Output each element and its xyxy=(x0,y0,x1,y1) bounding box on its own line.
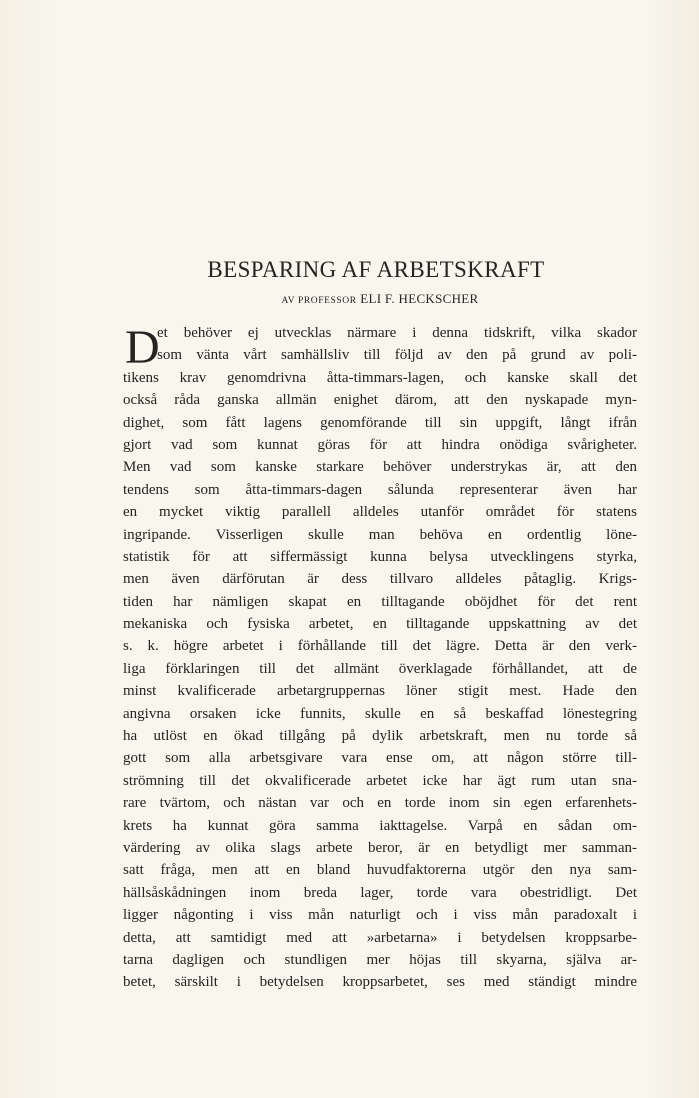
article-title: BESPARING AF ARBETSKRAFT xyxy=(207,257,545,282)
byline-prefix: AV PROFESSOR xyxy=(281,296,357,306)
body-line: tiden har nämligen skapat en tilltagande oböjdhet för det rent xyxy=(123,593,637,610)
body-line: et behöver ej utvecklas närmare i denna tidskrift, vilka skador xyxy=(157,325,637,341)
drop-cap: D xyxy=(125,321,160,374)
body-line: värdering av olika slags arbete beror, är en betydligt mer samman- xyxy=(123,839,637,856)
body-line: liga förklaringen till det allmänt överklagade förhållandet, att de xyxy=(123,660,637,677)
body-line: krets ha kunnat göra samma iakttagelse. Varpå en sådan om- xyxy=(123,817,637,834)
body-line: gjort vad som kunnat göras för att hindra onödiga svårigheter. xyxy=(123,436,637,453)
body-line: angivna orsaken icke funnits, skulle en så beskaffad lönestegring xyxy=(123,705,637,722)
body-line: statistik för att siffermässigt kunna belysa utvecklingens styrka, xyxy=(123,548,637,565)
body-line: som vänta vårt samhällsliv till följd av den på grund av poli- xyxy=(157,347,637,364)
body-line: ingripande. Visserligen skulle man behöva en ordentlig löne- xyxy=(123,526,637,543)
article-body xyxy=(123,322,637,994)
body-line: en mycket viktig parallell alldeles utanför området för statens xyxy=(123,504,637,521)
body-line: hällsåskådningen inom breda lager, torde vara obestridligt. Det xyxy=(123,884,637,901)
body-line: tikens krav genomdrivna åtta-timmars-lagen, och kanske skall det xyxy=(123,369,637,386)
body-line: tendens som åtta-timmars-dagen sålunda representerar även har xyxy=(123,481,637,498)
body-line: satt fråga, men att en bland huvudfaktorerna utgör den nya sam- xyxy=(123,862,637,879)
body-line: gott som alla arbetsgivare vara ense om, att någon större till- xyxy=(123,750,637,767)
body-line: ha utlöst en ökad tillgång på dylik arbetskraft, men nu torde så xyxy=(123,728,637,745)
body-line: minst kvalificerade arbetargruppernas löner stigit mest. Hade den xyxy=(123,683,637,700)
body-line: ligger någonting i viss mån naturligt och i viss mån paradoxalt i xyxy=(123,907,637,924)
author-name: ELI F. HECKSCHER xyxy=(360,291,479,306)
body-line: detta, att samtidigt med att »arbetarna» i betydelsen kroppsarbe- xyxy=(123,929,637,946)
body-line: strömning till det okvalificerade arbetet icke har ägt rum utan sna- xyxy=(123,772,637,789)
body-line: rare tvärtom, och nästan var och en torde inom sin egen erfarenhets- xyxy=(123,795,637,812)
body-line: men även därförutan är dess tillvaro alldeles påtaglig. Krigs- xyxy=(123,571,637,588)
body-line: också råda ganska allmän enighet därom, att den nyskapade myn- xyxy=(123,392,637,409)
body-line: s. k. högre arbetet i förhållande till det lägre. Detta är den verk- xyxy=(123,638,637,655)
body-line: mekaniska och fysiska arbetet, en tilltagande uppskattning av det xyxy=(123,616,637,633)
byline xyxy=(0,290,699,310)
body-line: dighet, som fått lagens genomförande till sin uppgift, långt ifrån xyxy=(123,414,637,431)
body-line: Men vad som kanske starkare behöver understrykas är, att den xyxy=(123,459,637,476)
body-line: tarna dagligen och stundligen mer höjas till skyarna, själva ar- xyxy=(123,951,637,968)
body-line: betet, särskilt i betydelsen kroppsarbetet, ses med ständigt mindre xyxy=(123,974,637,991)
